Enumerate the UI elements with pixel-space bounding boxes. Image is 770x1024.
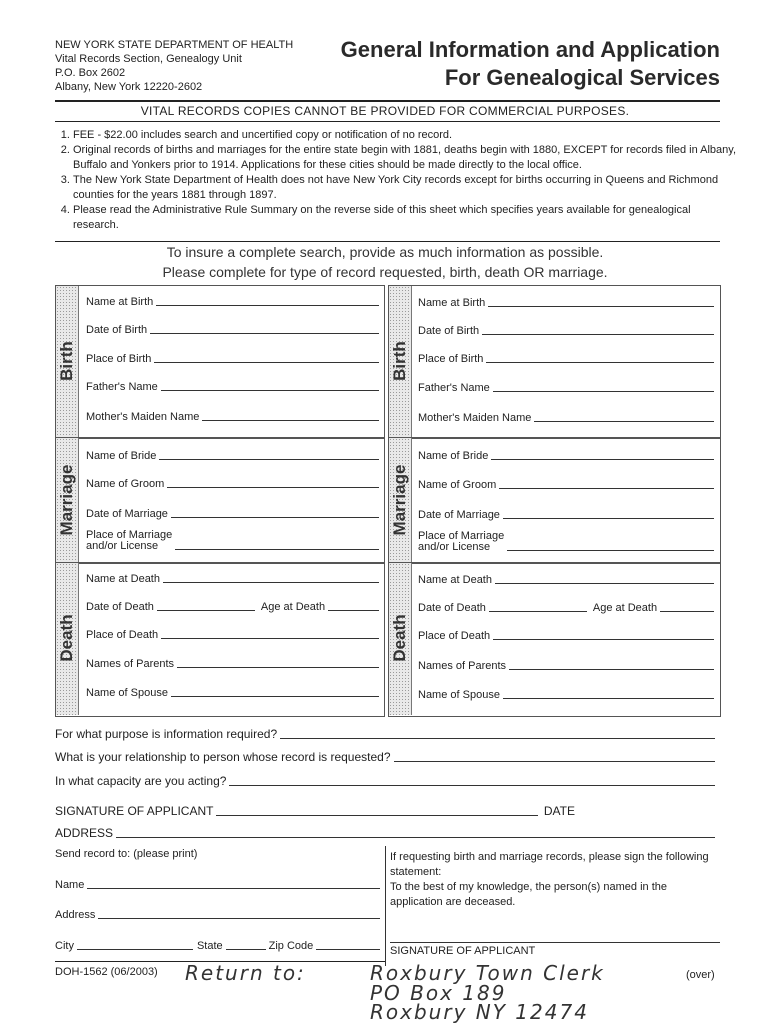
field-label: Place of Marriage	[418, 530, 505, 542]
name-of-groom-field[interactable]	[418, 479, 714, 491]
date-of-birth-field[interactable]	[418, 325, 714, 337]
field-line[interactable]	[229, 785, 715, 786]
field-line[interactable]	[171, 516, 379, 518]
form-id: DOH-1562 (06/2003)	[55, 966, 158, 978]
capacity-field[interactable]	[55, 774, 715, 788]
deceased-statement	[390, 850, 720, 910]
name-of-spouse-field[interactable]	[418, 689, 714, 701]
field-label: Name of Groom	[86, 478, 165, 490]
field-label: Date of Marriage	[86, 508, 168, 520]
field-label: Names of Parents	[86, 658, 175, 670]
field-label: Date of Death	[86, 601, 154, 613]
field-label: Name	[55, 879, 85, 891]
statement-text: To the best of my knowledge, the person(s) named in the application are deceased.	[390, 881, 667, 908]
field-label-block	[418, 531, 504, 553]
marriage-label: Marriage	[390, 464, 409, 536]
statement-signature-label: SIGNATURE OF APPLICANT	[390, 945, 536, 957]
name-of-bride-field[interactable]	[86, 450, 379, 462]
send-address-field[interactable]	[55, 909, 380, 921]
title-line: For Genealogical Services	[444, 65, 720, 90]
field-label: Place of Birth	[86, 353, 152, 365]
field-label: Place of Birth	[418, 353, 484, 365]
send-to-heading: Send record to: (please print)	[55, 848, 198, 860]
field-line[interactable]	[486, 361, 714, 363]
field-label: Place of Marriage	[86, 529, 173, 541]
field-line[interactable]	[493, 638, 714, 640]
fathers-name-field[interactable]	[86, 381, 379, 393]
place-of-birth-field[interactable]	[418, 353, 714, 365]
notice-rule	[55, 121, 720, 122]
field-line[interactable]	[503, 697, 714, 699]
agency-address	[55, 38, 293, 94]
field-label: Name at Death	[418, 574, 492, 586]
title-line: General Information and Application	[340, 37, 720, 62]
name-of-spouse-field[interactable]	[86, 687, 379, 699]
zip-label: Zip Code	[268, 940, 314, 952]
field-label: Names of Parents	[418, 660, 507, 672]
names-of-parents-field[interactable]	[86, 658, 379, 670]
field-line[interactable]	[488, 305, 714, 307]
field-label: Date of Birth	[418, 325, 480, 337]
field-label: Name at Birth	[86, 296, 154, 308]
rule-item: 3. The New York State Department of Health does not have New York City records except for births occurring in Queens and Richmond counties for the years 1881 through 1897.	[73, 173, 738, 203]
place-of-birth-field[interactable]	[86, 353, 379, 365]
date-of-death-field[interactable]	[418, 602, 714, 614]
send-name-field[interactable]	[55, 879, 380, 891]
field-label: Name of Groom	[418, 479, 497, 491]
place-of-death-field[interactable]	[418, 630, 714, 642]
date-of-death-field[interactable]	[86, 601, 379, 613]
signature-label: SIGNATURE OF APPLICANT	[55, 804, 214, 818]
address-field[interactable]	[55, 826, 715, 840]
question-label: In what capacity are you acting?	[55, 774, 227, 788]
instructions-line2: Please complete for type of record requested, birth, death OR marriage.	[162, 264, 608, 280]
rule-item: 2. Original records of births and marriages for the entire state begin with 1881, deaths begin with 1880, EXCEPT for records filed in Albany, Buffalo and Yonkers prior to 1914. Applications for these cities should be made directly to the local office.	[73, 143, 738, 173]
city-label: City	[55, 940, 74, 952]
death-label: Death	[390, 614, 409, 662]
field-line[interactable]	[280, 738, 715, 739]
field-line[interactable]	[394, 761, 715, 762]
mothers-maiden-name-field[interactable]	[86, 411, 379, 423]
age-line[interactable]	[328, 609, 379, 611]
field-line[interactable]	[98, 917, 380, 919]
purpose-field[interactable]	[55, 727, 715, 741]
field-line[interactable]	[495, 582, 714, 584]
send-city-state-zip-field[interactable]	[55, 940, 380, 952]
signature-line[interactable]	[216, 815, 537, 816]
question-label: For what purpose is information required?	[55, 727, 278, 741]
field-label: Place of Death	[86, 629, 159, 641]
marriage-label: Marriage	[57, 464, 76, 536]
field-label: Father's Name	[86, 381, 158, 393]
field-label-block	[86, 530, 172, 552]
death-label: Death	[57, 614, 76, 662]
zip-line[interactable]	[316, 948, 380, 950]
field-label: Name at Death	[86, 573, 160, 585]
handwritten-return: Return to:	[185, 961, 306, 985]
field-line[interactable]	[159, 458, 379, 460]
name-at-death-field[interactable]	[418, 574, 714, 586]
statement-text: If requesting birth and marriage records, please sign the following statement:	[390, 851, 709, 878]
field-line[interactable]	[156, 304, 379, 306]
state-label: State	[196, 940, 223, 952]
field-label: Name of Spouse	[418, 689, 500, 701]
field-line[interactable]	[175, 548, 379, 550]
field-label: and/or License	[418, 541, 491, 553]
rules-list	[55, 128, 738, 233]
field-line[interactable]	[202, 419, 379, 421]
names-of-parents-field[interactable]	[418, 660, 714, 672]
form-title	[341, 36, 720, 92]
field-label: Father's Name	[418, 382, 490, 394]
birth-label: Birth	[57, 341, 76, 381]
age-label: Age at Death	[260, 601, 326, 613]
name-at-death-field[interactable]	[86, 573, 379, 585]
field-label: Name of Spouse	[86, 687, 168, 699]
name-at-birth-field[interactable]	[86, 296, 379, 308]
date-of-marriage-field[interactable]	[418, 509, 714, 521]
signature-date-field[interactable]	[55, 804, 715, 818]
handwritten-line: Roxbury NY 12474	[370, 1000, 589, 1024]
name-of-bride-field[interactable]	[418, 450, 714, 462]
agency-line: P.O. Box 2602	[55, 67, 126, 79]
relationship-field[interactable]	[55, 750, 715, 764]
date-of-birth-field[interactable]	[86, 324, 379, 336]
age-line[interactable]	[660, 610, 714, 612]
city-line[interactable]	[77, 949, 193, 950]
field-label: Place of Death	[418, 630, 491, 642]
birth-label: Birth	[390, 341, 409, 381]
field-line[interactable]	[503, 517, 714, 519]
over-note: (over)	[686, 969, 715, 981]
field-line[interactable]	[157, 610, 255, 611]
field-label: Date of Marriage	[418, 509, 500, 521]
field-label: and/or License	[86, 540, 159, 552]
date-of-marriage-field[interactable]	[86, 508, 379, 520]
field-line[interactable]	[491, 458, 714, 460]
field-line[interactable]	[167, 486, 379, 488]
date-label: DATE	[543, 804, 575, 818]
name-at-birth-field[interactable]	[418, 297, 714, 309]
statement-signature[interactable]	[390, 942, 720, 957]
field-line[interactable]	[161, 389, 379, 391]
field-line[interactable]	[87, 887, 380, 889]
field-label: Mother's Maiden Name	[86, 411, 200, 423]
state-line[interactable]	[226, 949, 266, 950]
commercial-notice: VITAL RECORDS COPIES CANNOT BE PROVIDED FOR COMMERCIAL PURPOSES.	[140, 104, 630, 118]
field-line[interactable]	[482, 333, 714, 335]
place-of-marriage-field[interactable]	[86, 530, 379, 552]
field-line[interactable]	[493, 390, 714, 392]
rules-rule	[55, 241, 720, 242]
field-line[interactable]	[499, 487, 714, 489]
rule-item: 1. FEE - $22.00 includes search and uncertified copy or notification of no record.	[73, 128, 738, 143]
field-line[interactable]	[534, 420, 714, 422]
handwritten-line: Roxbury Town Clerk	[370, 961, 605, 985]
agency-line: Vital Records Section, Genealogy Unit	[55, 53, 242, 65]
field-label: Name of Bride	[418, 450, 489, 462]
rule-item: 4. Please read the Administrative Rule Summary on the reverse side of this sheet which specifies years available for genealogical research.	[73, 203, 738, 233]
field-label: Mother's Maiden Name	[418, 412, 532, 424]
name-of-groom-field[interactable]	[86, 478, 379, 490]
field-line[interactable]	[489, 611, 587, 612]
field-line[interactable]	[163, 581, 379, 583]
age-label: Age at Death	[592, 602, 658, 614]
field-line[interactable]	[150, 332, 379, 334]
field-label: Address	[55, 909, 96, 921]
instructions-line1: To insure a complete search, provide as much information as possible.	[166, 244, 604, 260]
fathers-name-field[interactable]	[418, 382, 714, 394]
field-label: Date of Birth	[86, 324, 148, 336]
field-label: Name at Birth	[418, 297, 486, 309]
field-line[interactable]	[154, 361, 379, 363]
mothers-maiden-name-field[interactable]	[418, 412, 714, 424]
handwritten-line: PO Box 189	[370, 981, 507, 1005]
field-label: Name of Bride	[86, 450, 157, 462]
header-rule	[55, 100, 720, 102]
agency-line: NEW YORK STATE DEPARTMENT OF HEALTH	[55, 39, 294, 51]
field-line[interactable]	[116, 837, 715, 838]
agency-line: Albany, New York 12220-2602	[55, 81, 203, 93]
field-line[interactable]	[509, 668, 714, 670]
field-line[interactable]	[177, 666, 379, 668]
field-line[interactable]	[171, 695, 379, 697]
question-label: What is your relationship to person whose record is requested?	[55, 750, 391, 764]
field-line[interactable]	[161, 637, 379, 639]
field-line[interactable]	[507, 549, 714, 551]
address-label: ADDRESS	[55, 826, 114, 840]
field-label: Date of Death	[418, 602, 486, 614]
place-of-death-field[interactable]	[86, 629, 379, 641]
send-to-divider	[385, 846, 386, 966]
place-of-marriage-field[interactable]	[418, 531, 714, 553]
